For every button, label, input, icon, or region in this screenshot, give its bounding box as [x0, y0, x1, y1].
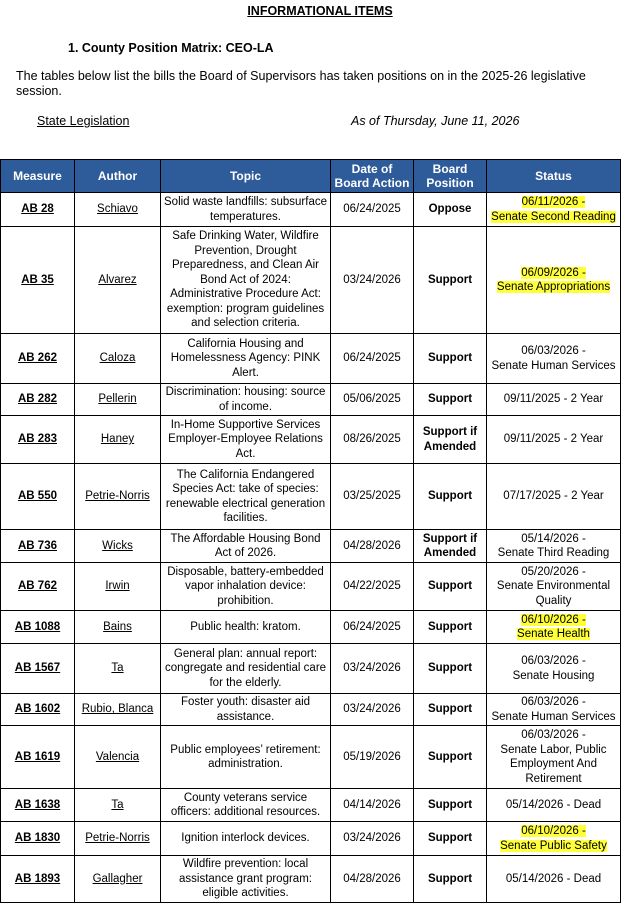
measure-link[interactable]: AB 550: [1, 464, 75, 530]
date-cell: 03/24/2026: [331, 644, 414, 694]
topic-cell: California Housing and Homelessness Agency: PINK Alert.: [161, 334, 331, 384]
status-cell: [487, 227, 621, 334]
intro-paragraph: The tables below list the bills the Board of Supervisors has taken positions on in the 2025-26 legislative session.: [16, 69, 586, 98]
status-line: Senate Labor, Public Employment And Retirement: [500, 743, 607, 785]
measure-link[interactable]: AB 1893: [1, 856, 75, 903]
date-cell: 05/06/2025: [331, 384, 414, 416]
status-cell: [487, 464, 621, 530]
status-line: 06/03/2026 -: [521, 729, 586, 741]
status-line: 06/03/2026 -: [521, 655, 586, 667]
status-line: 09/11/2025 - 2 Year: [503, 433, 604, 446]
measure-link[interactable]: AB 1619: [1, 726, 75, 789]
status-line: Senate Appropriations: [496, 281, 611, 293]
author-link[interactable]: Pellerin: [75, 384, 161, 416]
table-row: [1, 694, 621, 726]
position-cell: Support if Amended: [414, 530, 487, 563]
topic-cell: Disposable, battery-embedded vapor inhalation device: prohibition.: [161, 563, 331, 611]
table-row: [1, 530, 621, 563]
position-cell: Support: [414, 563, 487, 611]
status-line: 05/14/2026 -: [521, 532, 586, 545]
column-header-topic: Topic: [161, 160, 331, 193]
position-cell: Support: [414, 334, 487, 384]
measure-link[interactable]: AB 283: [1, 416, 75, 464]
measure-link[interactable]: AB 28: [1, 193, 75, 227]
state-legislation-label: State Legislation: [37, 114, 130, 128]
status-line: Senate Public Safety: [500, 839, 607, 852]
status-cell: [487, 789, 621, 822]
measure-link[interactable]: AB 1602: [1, 694, 75, 726]
date-cell: 08/26/2025: [331, 416, 414, 464]
author-link[interactable]: Petrie-Norris: [75, 822, 161, 856]
column-header-measure: Measure: [1, 160, 75, 193]
date-cell: 04/22/2025: [331, 563, 414, 611]
status-line: 06/11/2026 -: [521, 196, 586, 208]
column-header-position: Board Position: [414, 160, 487, 193]
topic-cell: General plan: annual report: congregate and residential care for the elderly.: [161, 644, 331, 694]
topic-cell: Public health: kratom.: [161, 611, 331, 644]
position-cell: Support: [414, 822, 487, 856]
topic-cell: County veterans service officers: additional resources.: [161, 789, 331, 822]
column-header-status: Status: [487, 160, 621, 193]
position-matrix-table: [0, 159, 621, 903]
author-link[interactable]: Alvarez: [75, 227, 161, 334]
date-cell: 06/24/2025: [331, 193, 414, 227]
status-line: 06/09/2026 -: [521, 266, 586, 279]
status-cell: [487, 530, 621, 563]
page-title: INFORMATIONAL ITEMS: [247, 4, 393, 18]
table-row: [1, 563, 621, 611]
topic-cell: Safe Drinking Water, Wildfire Prevention, Drought Preparedness, and Clean Air Bond Act of 2024: Administrative Procedure Act: exemption: program guidelines and selection criteria.: [161, 227, 331, 334]
position-cell: Support: [414, 726, 487, 789]
table-header-row: [1, 160, 621, 193]
status-cell: [487, 644, 621, 694]
status-cell: [487, 193, 621, 227]
column-header-author: Author: [75, 160, 161, 193]
status-cell: [487, 416, 621, 464]
status-line: 05/20/2026 -: [521, 565, 586, 578]
status-line: Senate Environmental Quality: [496, 580, 611, 607]
table-row: [1, 789, 621, 822]
table-row: [1, 644, 621, 694]
date-cell: 05/19/2026: [331, 726, 414, 789]
table-row: [1, 726, 621, 789]
table-row: [1, 334, 621, 384]
measure-link[interactable]: AB 1088: [1, 611, 75, 644]
status-line: Senate Third Reading: [497, 547, 610, 559]
status-line: Senate Human Services: [491, 359, 616, 372]
status-line: Senate Human Services: [491, 710, 616, 723]
date-cell: 06/24/2025: [331, 611, 414, 644]
status-line: 06/03/2026 -: [521, 345, 586, 357]
status-line: 05/14/2026 - Dead: [505, 798, 602, 811]
date-cell: 04/28/2026: [331, 856, 414, 903]
author-link[interactable]: Rubio, Blanca: [75, 694, 161, 726]
date-cell: 06/24/2025: [331, 334, 414, 384]
topic-cell: Ignition interlock devices.: [161, 822, 331, 856]
measure-link[interactable]: AB 1567: [1, 644, 75, 694]
topic-cell: Foster youth: disaster aid assistance.: [161, 694, 331, 726]
measure-link[interactable]: AB 1638: [1, 789, 75, 822]
as-of-date: As of Thursday, June 11, 2026: [351, 114, 520, 128]
status-cell: [487, 611, 621, 644]
date-cell: 04/14/2026: [331, 789, 414, 822]
status-line: 06/03/2026 -: [521, 696, 586, 708]
column-header-date: Date of Board Action: [331, 160, 414, 193]
topic-cell: The California Endangered Species Act: take of species: renewable electrical generation facilities.: [161, 464, 331, 530]
table-row: [1, 464, 621, 530]
table-body: [1, 193, 621, 903]
topic-cell: Public employees’ retirement: administration.: [161, 726, 331, 789]
topic-cell: Wildfire prevention: local assistance grant program: eligible activities.: [161, 856, 331, 903]
author-link[interactable]: Gallagher: [75, 856, 161, 903]
author-link[interactable]: Wicks: [75, 530, 161, 563]
author-link[interactable]: Haney: [75, 416, 161, 464]
date-cell: 03/24/2026: [331, 694, 414, 726]
status-cell: [487, 822, 621, 856]
measure-link[interactable]: AB 282: [1, 384, 75, 416]
author-link[interactable]: Ta: [75, 644, 161, 694]
position-matrix-table-wrapper: [0, 159, 621, 903]
measure-link[interactable]: AB 262: [1, 334, 75, 384]
author-link[interactable]: Ta: [75, 789, 161, 822]
topic-cell: Solid waste landfills: subsurface temperatures.: [161, 193, 331, 227]
status-cell: [487, 334, 621, 384]
date-cell: 03/25/2025: [331, 464, 414, 530]
author-link[interactable]: Valencia: [75, 726, 161, 789]
section-heading: 1. County Position Matrix: CEO-LA: [68, 41, 274, 55]
date-cell: 04/28/2026: [331, 530, 414, 563]
status-line: Senate Second Reading: [491, 210, 616, 223]
status-line: 06/10/2026 -: [521, 825, 586, 837]
topic-cell: The Affordable Housing Bond Act of 2026.: [161, 530, 331, 563]
measure-link[interactable]: AB 35: [1, 227, 75, 334]
position-cell: Support: [414, 227, 487, 334]
status-line: 06/10/2026 -: [521, 613, 586, 626]
position-cell: Support: [414, 789, 487, 822]
author-link[interactable]: Schiavo: [75, 193, 161, 227]
position-cell: Support: [414, 384, 487, 416]
position-cell: Oppose: [414, 193, 487, 227]
status-cell: [487, 856, 621, 903]
date-cell: 03/24/2026: [331, 227, 414, 334]
author-link[interactable]: Caloza: [75, 334, 161, 384]
status-line: 07/17/2025 - 2 Year: [503, 490, 604, 503]
status-cell: [487, 563, 621, 611]
position-cell: Support: [414, 464, 487, 530]
measure-link[interactable]: AB 1830: [1, 822, 75, 856]
table-row: [1, 193, 621, 227]
position-cell: Support: [414, 611, 487, 644]
author-link[interactable]: Bains: [75, 611, 161, 644]
position-cell: Support if Amended: [414, 416, 487, 464]
table-row: [1, 227, 621, 334]
table-row: [1, 822, 621, 856]
position-cell: Support: [414, 856, 487, 903]
table-row: [1, 856, 621, 903]
status-cell: [487, 694, 621, 726]
status-line: 09/11/2025 - 2 Year: [503, 393, 604, 406]
status-line: Senate Health: [517, 628, 590, 640]
date-cell: 03/24/2026: [331, 822, 414, 856]
topic-cell: Discrimination: housing: source of income.: [161, 384, 331, 416]
table-row: [1, 384, 621, 416]
position-cell: Support: [414, 644, 487, 694]
author-link[interactable]: Petrie-Norris: [75, 464, 161, 530]
author-link[interactable]: Irwin: [75, 563, 161, 611]
status-cell: [487, 726, 621, 789]
table-row: [1, 416, 621, 464]
status-line: Senate Housing: [512, 669, 595, 682]
position-cell: Support: [414, 694, 487, 726]
measure-link[interactable]: AB 736: [1, 530, 75, 563]
measure-link[interactable]: AB 762: [1, 563, 75, 611]
status-line: 05/14/2026 - Dead: [505, 872, 602, 885]
status-cell: [487, 384, 621, 416]
topic-cell: In-Home Supportive Services Employer-Employee Relations Act.: [161, 416, 331, 464]
table-row: [1, 611, 621, 644]
